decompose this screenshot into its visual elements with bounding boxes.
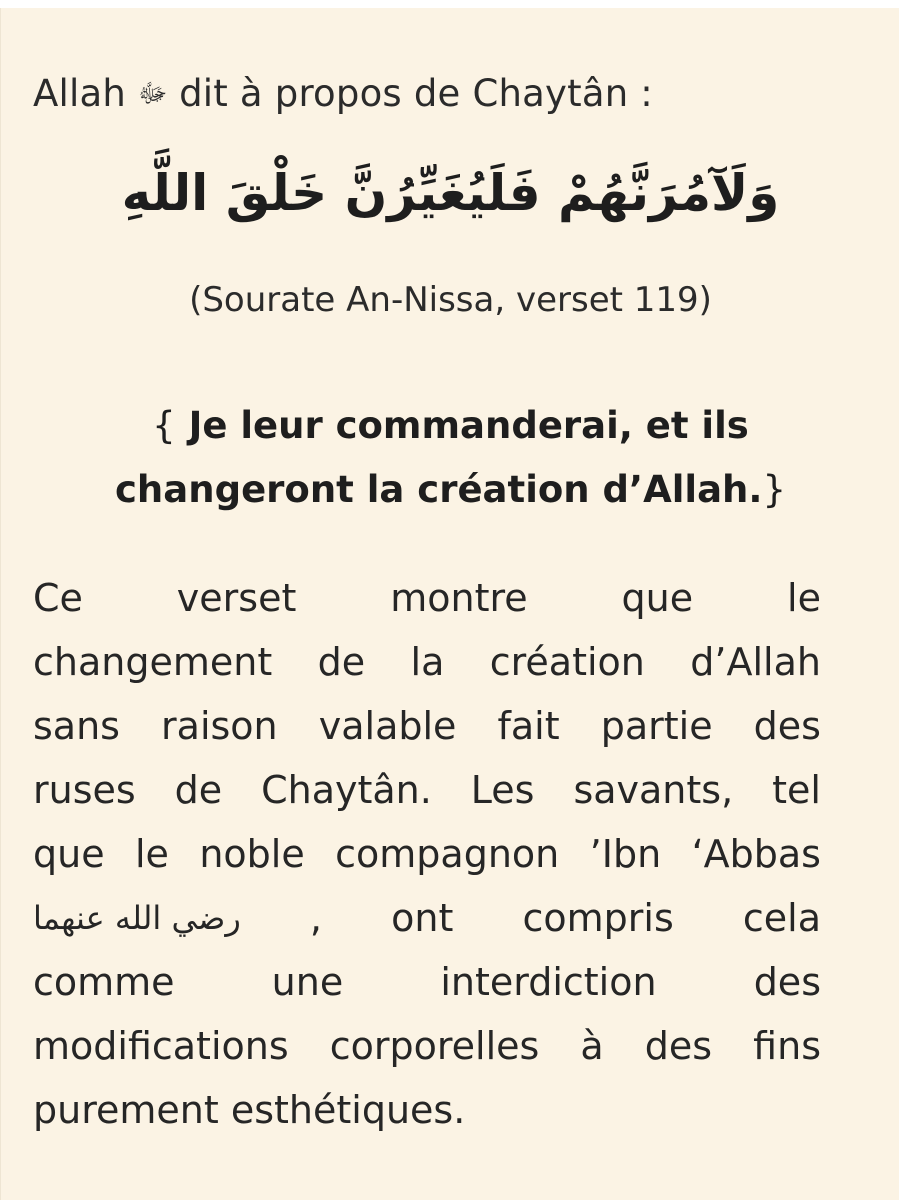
word: interdiction [440, 960, 657, 1004]
word: fins [753, 1024, 821, 1068]
translation-line-2 [41, 458, 860, 522]
word: Chaytân. [261, 768, 432, 812]
paragraph-line-4 [33, 758, 821, 822]
paragraph-line-3 [33, 694, 821, 758]
word: fait [497, 704, 560, 748]
word: , [309, 896, 322, 940]
intro-rest: dit à propos de Chaytân : [179, 72, 653, 115]
word: partie [600, 704, 713, 748]
word: la [410, 640, 445, 684]
paragraph-line-8 [33, 1014, 821, 1078]
paragraph-line-2 [33, 630, 821, 694]
word: sans [33, 704, 120, 748]
word: corporelles [329, 1024, 540, 1068]
word: noble [199, 832, 305, 876]
word: savants, [573, 768, 734, 812]
word: compris [522, 896, 674, 940]
word: le [787, 576, 821, 620]
word: le [135, 832, 169, 876]
paragraph-line-5 [33, 822, 821, 886]
word: verset [176, 576, 297, 620]
word: à [580, 1024, 604, 1068]
word: compagnon [335, 832, 560, 876]
paragraph-line-1 [33, 566, 821, 630]
honorific-glyph: ﷻ [137, 79, 168, 109]
word: ruses [33, 768, 136, 812]
word: des [753, 704, 821, 748]
word: raison [161, 704, 278, 748]
word: montre [390, 576, 528, 620]
word: ’Ibn [589, 832, 662, 876]
content-card [0, 8, 899, 1200]
word: comme [33, 960, 175, 1004]
close-brace: } [762, 468, 786, 511]
word: une [271, 960, 344, 1004]
word: d’Allah [690, 640, 821, 684]
paragraph-line-6 [33, 886, 821, 950]
word: de [174, 768, 223, 812]
word: Ce [33, 576, 83, 620]
word: Les [470, 768, 535, 812]
word: ‘Abbas [691, 832, 821, 876]
word: changement [33, 640, 273, 684]
word: que [33, 832, 105, 876]
word: cela [742, 896, 821, 940]
verse-translation [41, 394, 860, 522]
verse-reference: (Sourate An-Nissa, verset 119) [189, 280, 712, 320]
arabic-honorific-phrase: رضي الله عنهما [33, 899, 241, 937]
translation-text-1: Je leur commanderai, et ils [188, 404, 749, 447]
word: de [317, 640, 366, 684]
word: ont [391, 896, 454, 940]
paragraph-line-7 [33, 950, 821, 1014]
word: modifications [33, 1024, 289, 1068]
translation-line-1 [41, 394, 860, 458]
open-brace: { [152, 404, 176, 447]
translation-text-2: changeront la création d’Allah. [115, 468, 763, 511]
intro-allah: Allah [33, 72, 126, 115]
word: que [621, 576, 694, 620]
word: des [644, 1024, 713, 1068]
word: valable [318, 704, 457, 748]
word: création [489, 640, 645, 684]
word: des [753, 960, 821, 1004]
intro-line [33, 72, 653, 115]
arabic-verse: وَلَآمُرَنَّهُمْ فَلَيُغَيِّرُنَّ خَلْقَ اللَّهِ [121, 164, 780, 222]
word: tel [772, 768, 821, 812]
paragraph-line-9: purement esthétiques. [33, 1088, 466, 1132]
